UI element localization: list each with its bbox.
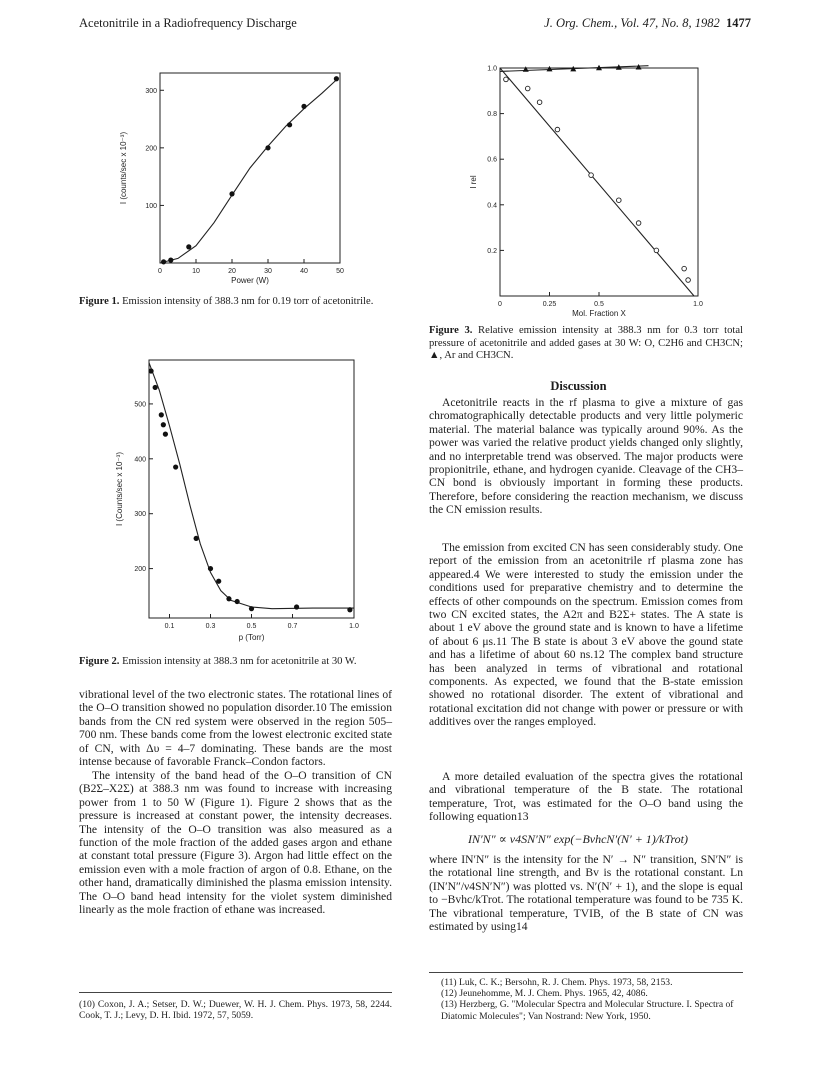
y-axis-label: I rel: [469, 175, 478, 189]
y-tick-label: 0.8: [487, 111, 497, 119]
section-heading: Discussion: [550, 379, 607, 393]
figure-3-chart: [464, 58, 714, 320]
data-point: [148, 368, 153, 373]
x-tick-label: 10: [192, 268, 200, 275]
data-point: [347, 607, 352, 612]
figure-2-caption: [79, 656, 392, 669]
data-point: [523, 66, 529, 72]
x-axis-label: Mol. Fraction X: [572, 309, 626, 318]
body-paragraph: The emission from excited CN has seen considerably study. One report of the emission from an acetonitrile rf plasma zone has appeared.4 We were interested to study the emission under the conditions used for preparative chemistry and to determine the effects of other compounds on the spectrum. Emission comes from two CN excited states, the A2π and B2Σ+ states. The A state is about 1 eV above the ground state and is known to have a lifetime of about 6 μs.11 The B state is about 3 eV above the gound state and has a lifetime of about 60 ns.12 The complex band structure has been analyzed in terms of vibrational and rotational components. As expected, we found that the B-state emission showed no rotational disorder. The extent of vibrational and rotational excitation did not change with power or pressure or with additives over the ranges employed.: [429, 541, 743, 729]
data-point: [682, 266, 687, 271]
body-paragraph: vibrational level of the two electronic states. The rotational lines of the O–O transition showed no population disorder.10 The emission bands from the CN red system were observed in the region 505–700 nm. These bands come from the lowest electronic excited state of CN, with Δυ = 4–7 dominating. These bands are the most intense because of favorable Franck–Condon factors.: [79, 688, 392, 769]
footnotes-right: [441, 977, 743, 1022]
x-tick-label: 20: [228, 268, 236, 275]
figure-1-label: Figure 1.: [79, 296, 120, 307]
data-point: [249, 606, 254, 611]
y-tick-label: 200: [145, 145, 157, 153]
fit-curve: [149, 363, 354, 609]
figure-1-chart: [116, 58, 356, 298]
x-tick-label: 50: [336, 268, 344, 275]
x-tick-label: 0.3: [205, 623, 216, 630]
x-tick-label: 0: [498, 301, 502, 308]
y-tick-label: 200: [134, 566, 146, 574]
series-line: [500, 68, 694, 296]
figure-3-text: Relative emission intensity at 388.3 nm for 0.3 torr total pressure of acetonitrile and added gases at 30 W: O, C2H6 and CH3CN; ▲, Ar and CH3CN.: [429, 325, 743, 361]
figure-3-label: Figure 3.: [429, 325, 473, 336]
data-point: [161, 422, 166, 427]
y-tick-label: 1.0: [487, 65, 497, 73]
y-axis-label: I (counts/sec x 10⁻³): [119, 131, 128, 205]
body-paragraph: The intensity of the band head of the O–O transition of CN (B2Σ–X2Σ) at 388.3 nm was found to increase with increasing power from 1 to 50 W (Figure 1). Figure 2 shows that as the pressure is increased at constant power, the intensity decreases. The intensity of the O–O transition was also measured as a function of the mole fraction of the added gases argon and ethane at constant total pressure (Figure 3). Argon had little effect on the emission even with a mole fraction of argon of 0.8. Ethane, on the other hand, dramatically diminished the plasma emission intensity. The O–O band head intensity for the violet system diminished linearly as the mole fraction of ethane was increased.: [79, 769, 392, 917]
x-tick-label: 0.5: [246, 623, 257, 630]
data-point: [294, 604, 299, 609]
data-point: [208, 566, 213, 571]
data-point: [537, 100, 542, 105]
y-tick-label: 100: [145, 202, 157, 210]
y-axis-label: I (Counts/sec x 10⁻³): [115, 451, 124, 527]
y-tick-label: 400: [134, 456, 146, 464]
rotational-temperature-equation: IN′N″ ∝ ν4SN′N″ exp(−BvhcN′(N′ + 1)/kTrot): [468, 832, 689, 846]
footnote-10: (10) Coxon, J. A.; Setser, D. W.; Duewer, W. H. J. Chem. Phys. 1973, 58, 2244. Cook, T. J.; Levy, D. H. Ibid. 1972, 57, 5059.: [79, 999, 392, 1022]
figure-3-caption: [429, 325, 743, 363]
data-point: [636, 64, 642, 70]
journal-citation: [544, 16, 751, 31]
data-point: [235, 599, 240, 604]
figure-2-label: Figure 2.: [79, 656, 120, 667]
fit-curve: [160, 80, 336, 263]
data-point: [334, 76, 339, 81]
x-tick-label: 40: [300, 268, 308, 275]
footnote-rule: [79, 992, 392, 993]
x-axis-label: Power (W): [231, 276, 269, 285]
data-point: [194, 536, 199, 541]
y-tick-label: 300: [134, 511, 146, 519]
x-tick-label: 0: [158, 268, 162, 275]
data-point: [226, 596, 231, 601]
data-point: [555, 127, 560, 132]
x-tick-label: 1.0: [693, 301, 703, 308]
data-point: [173, 464, 178, 469]
data-point: [301, 104, 306, 109]
data-point: [287, 122, 292, 127]
data-point: [636, 221, 641, 226]
y-tick-label: 0.6: [487, 156, 497, 164]
figure-2-text: Emission intensity at 388.3 nm for acetonitrile at 30 W.: [122, 656, 357, 667]
journal-name: J. Org. Chem., Vol. 47, No. 8, 1982: [544, 16, 720, 30]
data-point: [229, 191, 234, 196]
y-tick-label: 500: [134, 401, 146, 409]
data-point: [153, 385, 158, 390]
data-point: [654, 248, 659, 253]
data-point: [168, 258, 173, 263]
plot-frame: [149, 360, 354, 618]
x-tick-label: 0.25: [542, 301, 557, 308]
body-paragraph: A more detailed evaluation of the spectra gives the rotational and vibrational temperature of the B state. The rotational temperature, Trot, was estimated for the O–O band using the following equation13: [429, 770, 743, 824]
footnote-12: (12) Jeunehomme, M. J. Chem. Phys. 1965, 42, 4086.: [441, 988, 648, 1000]
figure-2-chart: [112, 350, 377, 650]
figure-1-caption: [79, 296, 392, 309]
footnote-11: (11) Luk, C. K.; Bersohn, R. J. Chem. Phys. 1973, 58, 2153.: [441, 977, 673, 988]
data-point: [265, 145, 270, 150]
x-tick-label: 30: [264, 268, 272, 275]
data-point: [186, 244, 191, 249]
data-point: [159, 412, 164, 417]
body-paragraph: Acetonitrile reacts in the rf plasma to give a mixture of gas chromatographically detectable products and very little polymeric material. The material balance was typically around 90%. As the power was varied the relative product yields changed only slightly, and no interpretable trend was observed. The major products were propionitrile, ethane, and hydrogen cyanide. Cleavage of the CH3–CN bond is obviously important in forming these products. Therefore, before considering the reaction mechanism, we discuss the CN emission results.: [429, 396, 743, 517]
y-tick-label: 0.4: [487, 202, 497, 210]
y-tick-label: 0.2: [487, 247, 497, 255]
data-point: [686, 278, 691, 283]
page-number: 1477: [726, 16, 751, 30]
data-point: [617, 198, 622, 203]
data-point: [161, 259, 166, 264]
body-paragraph: where IN′N″ is the intensity for the N′ → N″ transition, SN′N″ is the rotational line strength, and Bv is the rotational constant. Ln (IN′N″/ν4SN′N″) was plotted vs. N′(N′ + 1), and the slope is equal to −Bvhc/kTrot. The rotational temperature was found to be 735 K. The vibrational temperature, TVIB, of the B state of CN was estimated by using14: [429, 853, 743, 934]
x-tick-label: 0.5: [594, 301, 604, 308]
figure-1-text: Emission intensity of 388.3 nm for 0.19 torr of acetonitrile.: [122, 296, 374, 307]
data-point: [504, 77, 509, 82]
data-point: [163, 432, 168, 437]
y-tick-label: 300: [145, 87, 157, 95]
data-point: [216, 579, 221, 584]
running-head: Acetonitrile in a Radiofrequency Discharge: [79, 16, 297, 30]
x-axis-label: p (Torr): [238, 633, 265, 642]
x-tick-label: 0.1: [164, 623, 175, 630]
footnote-rule: [429, 972, 743, 973]
data-point: [547, 66, 553, 72]
footnote-13: (13) Herzberg, G. "Molecular Spectra and Molecular Structure. I. Spectra of Diatomic Molecules"; Van Nostrand: New York, 1950.: [441, 999, 734, 1022]
x-tick-label: 1.0: [349, 623, 359, 630]
data-point: [525, 86, 530, 91]
data-point: [589, 173, 594, 178]
x-tick-label: 0.7: [287, 623, 298, 630]
